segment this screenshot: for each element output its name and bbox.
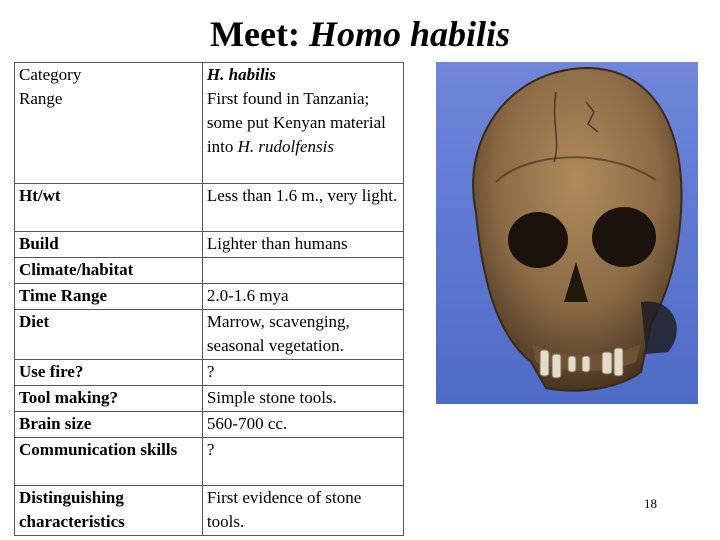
- table-row: [15, 486, 404, 536]
- species-info-table: [14, 62, 404, 536]
- tool-value: Simple stone tools.: [202, 386, 403, 412]
- brain-value: 560-700 cc.: [202, 412, 403, 438]
- build-label: Build: [15, 232, 203, 258]
- htwt-label: Ht/wt: [15, 184, 203, 232]
- range-value-species: H. rudolfensis: [237, 137, 334, 156]
- skull-photo-icon: [436, 62, 698, 404]
- skull-illustration: [436, 62, 698, 404]
- table-row: [15, 310, 404, 360]
- table-value-cell: [202, 63, 403, 184]
- table-row: [15, 258, 404, 284]
- dist-value: First evidence of stone tools.: [202, 486, 403, 536]
- title-prefix: Meet:: [210, 14, 309, 54]
- table-label-cell: [15, 63, 203, 184]
- range-value: [207, 87, 399, 159]
- comm-value: ?: [202, 438, 403, 486]
- diet-label: Diet: [15, 310, 203, 360]
- category-label: Category: [19, 65, 82, 84]
- range-label: Range: [19, 89, 63, 108]
- diet-value: Marrow, scavenging, seasonal vegetation.: [202, 310, 403, 360]
- dist-label: Distinguishing characteristics: [15, 486, 203, 536]
- climate-value: [202, 258, 403, 284]
- fire-value: ?: [202, 360, 403, 386]
- table-row: [15, 412, 404, 438]
- table-row: [15, 232, 404, 258]
- table-row: [15, 184, 404, 232]
- slide-title: [0, 14, 720, 54]
- tool-label: Tool making?: [15, 386, 203, 412]
- table-row: [15, 438, 404, 486]
- build-value: Lighter than humans: [202, 232, 403, 258]
- brain-label: Brain size: [15, 412, 203, 438]
- table-row: [15, 284, 404, 310]
- range-value-text: First found in Tanzania; some put Kenyan material into: [206, 89, 386, 156]
- time-label: Time Range: [15, 284, 203, 310]
- fire-label: Use fire?: [15, 360, 203, 386]
- page-number: 18: [644, 496, 657, 511]
- climate-label: Climate/habitat: [15, 258, 203, 284]
- table-row: [15, 386, 404, 412]
- category-value: H. habilis: [206, 65, 276, 84]
- table-row: [15, 360, 404, 386]
- htwt-value: Less than 1.6 m., very light.: [202, 184, 403, 232]
- table-row: [15, 63, 404, 184]
- time-value: 2.0-1.6 mya: [202, 284, 403, 310]
- title-species: Homo habilis: [308, 14, 510, 54]
- comm-label: Communication skills: [15, 438, 203, 486]
